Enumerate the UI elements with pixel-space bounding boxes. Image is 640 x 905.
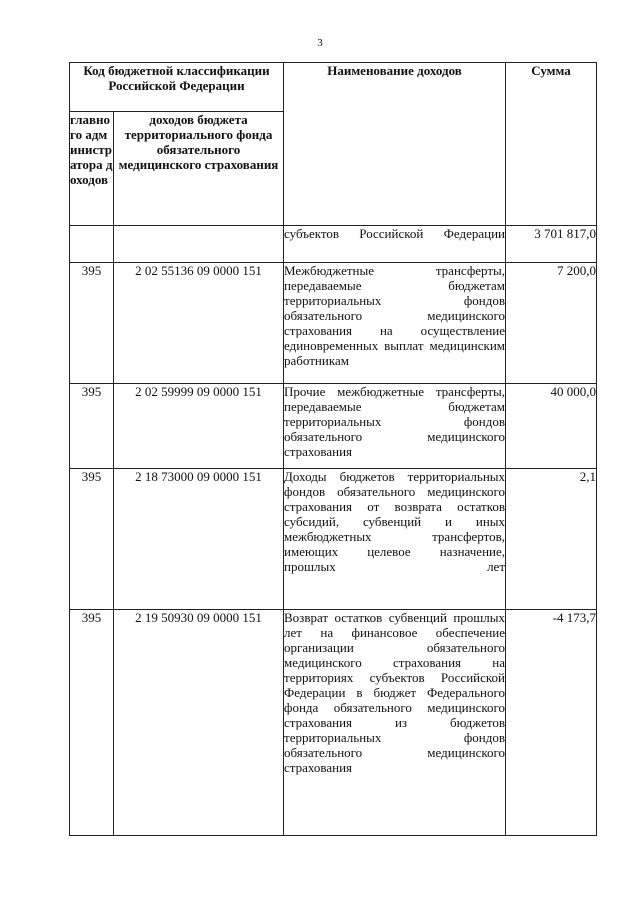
- cell-sum: 2,1: [506, 469, 597, 610]
- header-income-name: Наименование доходов: [284, 63, 506, 226]
- cell-sum: 7 200,0: [506, 263, 597, 384]
- cell-income-name: Возврат остатков субвенций прошлых лет на финансовое обеспечение организации обязательного медицинского страхования на территориях субъектов Российской Федерации в бюджет Федерального фонда обязательного медицинского страхования из бюджетов территориальных фондов обязательного медицинского страхования: [284, 610, 506, 836]
- cell-sum: 40 000,0: [506, 384, 597, 469]
- header-administrator: главного администратора доходов: [70, 112, 114, 226]
- header-fund-income: доходов бюджета территориального фонда обязательного медицинского страхования: [114, 112, 284, 226]
- table-row: [70, 226, 597, 263]
- cell-budget-code: 2 19 50930 09 0000 151: [114, 610, 284, 836]
- cell-administrator: [70, 226, 114, 263]
- cell-administrator: 395: [70, 384, 114, 469]
- cell-income-name: субъектов Российской Федерации: [284, 226, 506, 263]
- table-row: [70, 610, 597, 836]
- page-number: 3: [317, 37, 323, 49]
- cell-sum: 3 701 817,0: [506, 226, 597, 263]
- cell-sum: -4 173,7: [506, 610, 597, 836]
- budget-table: [69, 62, 597, 836]
- cell-budget-code: [114, 226, 284, 263]
- cell-income-name: Межбюджетные трансферты, передаваемые бюджетам территориальных фондов обязательного медицинского страхования на осуществление единовременных выплат медицинским работникам: [284, 263, 506, 384]
- table-row: [70, 263, 597, 384]
- cell-budget-code: 2 02 59999 09 0000 151: [114, 384, 284, 469]
- cell-budget-code: 2 02 55136 09 0000 151: [114, 263, 284, 384]
- cell-income-name: Прочие межбюджетные трансферты, передаваемые бюджетам территориальных фондов обязательного медицинского страхования: [284, 384, 506, 469]
- cell-administrator: 395: [70, 469, 114, 610]
- table-row: [70, 469, 597, 610]
- header-sum: Сумма: [506, 63, 597, 226]
- table-row: [70, 384, 597, 469]
- cell-administrator: 395: [70, 263, 114, 384]
- header-row-top: [70, 63, 597, 112]
- header-budget-code-group: Код бюджетной классификации Российской Федерации: [70, 63, 284, 112]
- cell-budget-code: 2 18 73000 09 0000 151: [114, 469, 284, 610]
- cell-income-name: Доходы бюджетов территориальных фондов обязательного медицинского страхования от возврата остатков субсидий, субвенций и иных межбюджетных трансфертов, имеющих целевое назначение, прошлых лет: [284, 469, 506, 610]
- cell-administrator: 395: [70, 610, 114, 836]
